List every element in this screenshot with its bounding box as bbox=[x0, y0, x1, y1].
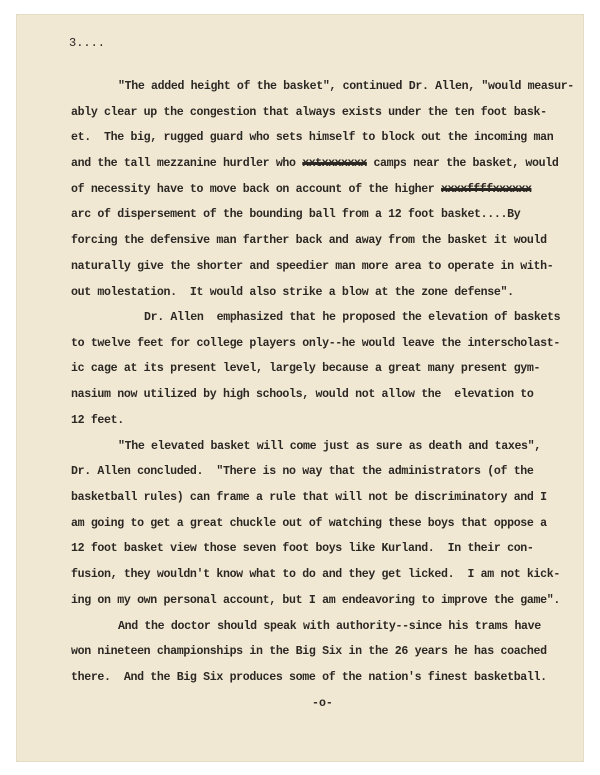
text-line: won nineteen championships in the Big Six in the 26 years he has coached bbox=[71, 645, 547, 658]
text-line: to twelve feet for college players only--he would leave the interscholast- bbox=[71, 337, 560, 350]
text-line: 12 feet. bbox=[71, 414, 124, 427]
page-number: 3.... bbox=[69, 36, 106, 50]
text-line: And the doctor should speak with authority--since his trams have bbox=[118, 620, 541, 633]
text-line: ic cage at its present level, largely because a great many present gym- bbox=[71, 362, 541, 375]
struck-out-text: xxxxffffxxxxxx bbox=[441, 183, 532, 196]
line-segment: of necessity have to move back on account of the higher bbox=[71, 183, 442, 196]
line-segment: and the tall mezzanine hurdler who bbox=[71, 157, 303, 170]
text-line: Dr. Allen emphasized that he proposed the elevation of baskets bbox=[144, 311, 561, 324]
text-line: "The elevated basket will come just as sure as death and taxes", bbox=[118, 440, 541, 453]
text-line: ing on my own personal account, but I am endeavoring to improve the game". bbox=[71, 594, 560, 607]
text-line: fusion, they wouldn't know what to do and they get licked. I am not kick- bbox=[71, 568, 560, 581]
text-line: out molestation. It would also strike a blow at the zone defense". bbox=[71, 286, 514, 299]
end-mark: -o- bbox=[312, 697, 333, 710]
text-line: naturally give the shorter and speedier man more area to operate in with- bbox=[71, 260, 554, 273]
text-line: Dr. Allen concluded. "There is no way that the administrators (of the bbox=[71, 465, 534, 478]
text-line-with-strikeout bbox=[71, 183, 531, 197]
text-line: et. The big, rugged guard who sets himself to block out the incoming man bbox=[71, 131, 554, 144]
text-line: nasium now utilized by high schools, would not allow the elevation to bbox=[71, 388, 534, 401]
text-line: 12 foot basket view those seven foot boys like Kurland. In their con- bbox=[71, 542, 534, 555]
text-line: am going to get a great chuckle out of watching these boys that oppose a bbox=[71, 517, 547, 530]
text-line: arc of dispersement of the bounding ball from a 12 foot basket....By bbox=[71, 208, 521, 221]
text-line-with-strikeout bbox=[71, 157, 558, 171]
struck-out-text: xxtxxxxxxx bbox=[302, 157, 367, 170]
text-line: ably clear up the congestion that always exists under the ten foot bask- bbox=[71, 106, 547, 119]
text-line: basketball rules) can frame a rule that will not be discriminatory and I bbox=[71, 491, 547, 504]
text-line: forcing the defensive man farther back and away from the basket it would bbox=[71, 234, 547, 247]
text-line: there. And the Big Six produces some of the nation's finest basketball. bbox=[71, 671, 547, 684]
text-line: "The added height of the basket", continued Dr. Allen, "would measur- bbox=[118, 80, 574, 93]
line-segment: camps near the basket, would bbox=[366, 157, 559, 170]
